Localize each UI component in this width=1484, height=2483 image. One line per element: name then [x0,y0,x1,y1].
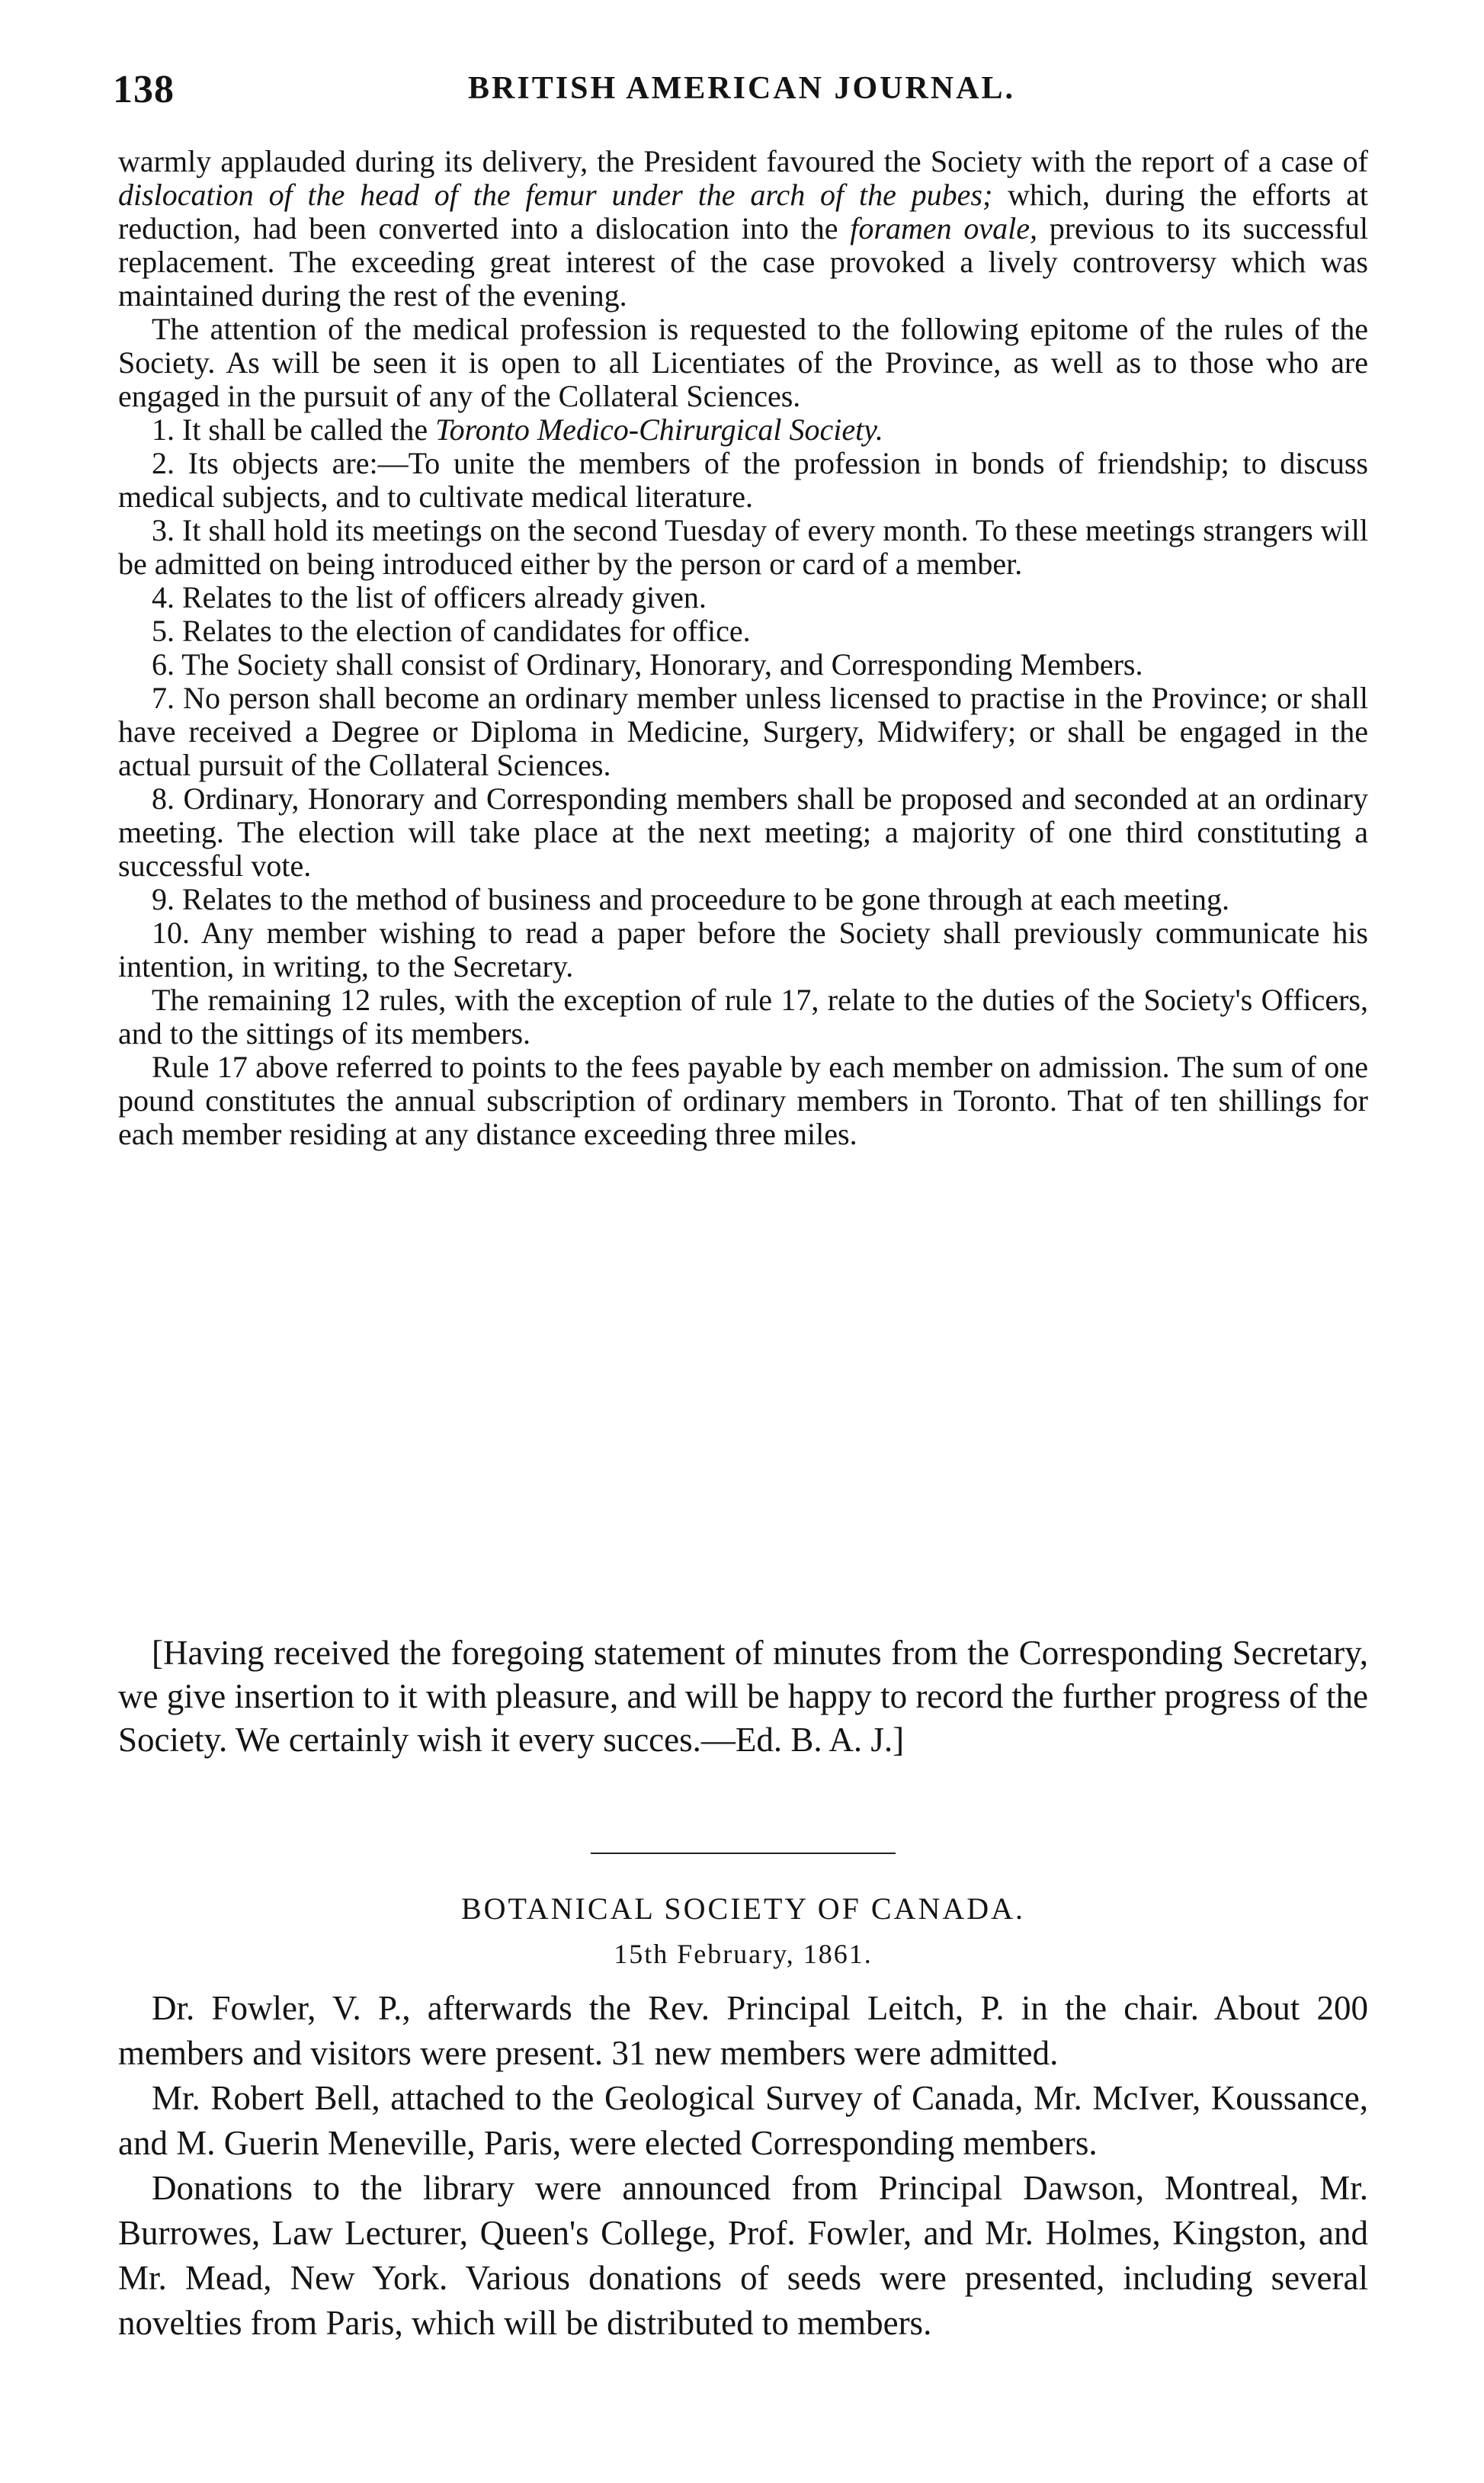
page-header [113,67,1370,120]
rule-item: 8. Ordinary, Honorary and Corresponding members shall be proposed and seconded at an ordinary meeting. The election will take place at the next meeting; a majority of one third constituting a successful vote. [118,781,1368,883]
rules-intro-paragraph: The attention of the medical profession is requested to the following epitome of the rules of the Society. As will be seen it is open to all Licentiates of the Province, as well as to those who are engaged in the pursuit of any of the Collateral Sciences. [118,312,1368,413]
case-report-italic-foramen: foramen ovale, [850,211,1037,245]
rule-1-text: 1. It shall be called the [152,412,436,447]
case-report-italic-dislocation: dislocation of the head of the femur under the arch of the pubes; [118,178,993,212]
editor-note-text: [Having received the foregoing statement of minutes from the Corresponding Secretary, we give insertion to it with pleasure, and will be happy to record the further progress of the Society. We certainly wish it every succes.—Ed. B. A. J.] [118,1634,1368,1759]
case-report-text-b: which, during the efforts at reduction, had been converted into a dislocation into the [118,178,1369,245]
section-divider [591,1853,896,1854]
rule-item: 7. No person shall become an ordinary member unless licensed to practise in the Province; or shall have received a Degree or Diploma in Medicine, Surgery, Midwifery; or shall be engaged in the actual pursuit of the Collateral Sciences. [118,681,1368,782]
botanical-paragraph: Mr. Robert Bell, attached to the Geological Survey of Canada, Mr. McIver, Koussance, and M. Guerin Meneville, Paris, were elected Corresponding members. [118,2079,1368,2162]
rule-item: 6. The Society shall consist of Ordinary, Honorary, and Corresponding Members. [152,647,1143,682]
editor-note [118,1631,1368,1762]
botanical-society-body [118,1986,1368,2346]
case-report-text-a: warmly applauded during its delivery, the President favoured the Society with the report of a case of [118,144,1368,178]
case-report-paragraph [118,145,1368,313]
society-minutes-body [118,145,1368,1151]
remaining-rules-paragraph: The remaining 12 rules, with the exception of rule 17, relate to the duties of the Society's Officers, and to the sittings of its members. [118,983,1368,1051]
rule-item: 5. Relates to the election of candidates for office. [152,614,751,648]
rule-item: 3. It shall hold its meetings on the second Tuesday of every month. To these meetings strangers will be admitted on being introduced either by the person or card of a member. [118,513,1368,581]
rule-item: 9. Relates to the method of business and proceedure to be gone through at each meeting. [152,882,1230,916]
rule-17-paragraph: Rule 17 above referred to points to the fees payable by each member on admission. The sum of one pound constitutes the annual subscription of ordinary members in Toronto. That of ten shillings for each member residing at any distance exceeding three miles. [118,1050,1368,1151]
rule-item: 10. Any member wishing to read a paper before the Society shall previously communicate his intention, in writing, to the Secretary. [118,916,1368,983]
rule-item: 2. Its objects are:—To unite the members of the profession in bonds of friendship; to discuss medical subjects, and to cultivate medical literature. [118,446,1368,514]
botanical-paragraph: Dr. Fowler, V. P., afterwards the Rev. Principal Leitch, P. in the chair. About 200 members and visitors were present. 31 new members were admitted. [118,1989,1368,2072]
rule-item [118,413,1368,447]
page-number: 138 [113,68,175,111]
section-title: BOTANICAL SOCIETY OF CANADA. [460,1891,1026,1926]
society-name-italic: Toronto Medico-Chirurgical Society. [435,412,883,447]
section-date: 15th February, 1861. [614,1939,873,1969]
running-head: BRITISH AMERICAN JOURNAL. [468,71,1015,106]
rule-item: 4. Relates to the list of officers already given. [152,580,707,614]
case-report-text-c: previous to its successful replacement. The exceeding great interest of the case provoked a lively controversy which was maintained during the rest of the evening. [118,211,1368,313]
botanical-paragraph: Donations to the library were announced from Principal Dawson, Montreal, Mr. Burrowes, Law Lecturer, Queen's College, Prof. Fowler, and Mr. Holmes, Kingston, and Mr. Mead, New York. Various donations of seeds were presented, including several novelties from Paris, which will be distributed to members. [118,2169,1368,2342]
